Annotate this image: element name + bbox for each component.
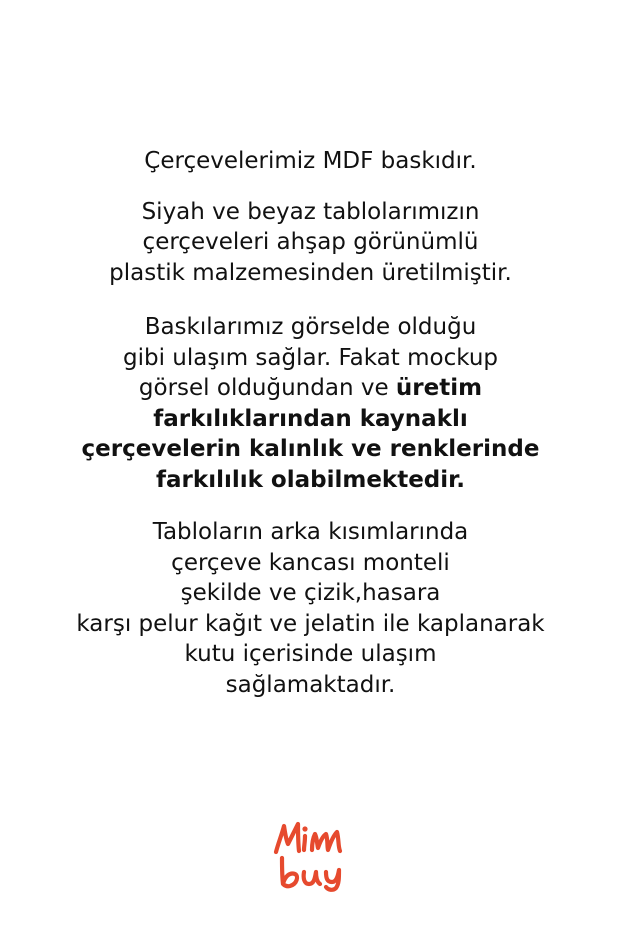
text-line <box>0 197 621 228</box>
text-segment: gibi ulaşım sağlar. Fakat mockup <box>122 344 499 371</box>
text-line <box>0 227 621 258</box>
brand-logo <box>270 818 354 892</box>
paragraph-print-disclaimer <box>0 312 621 495</box>
text-line <box>0 258 621 289</box>
bold-text-segment: farkılıklarından kaynaklı <box>153 405 468 432</box>
text-line <box>0 146 621 177</box>
text-segment: Tabloların arka kısımlarında <box>152 519 469 545</box>
text-segment: Çerçevelerimiz MDF baskıdır. <box>144 148 477 174</box>
bold-text-segment: farkılılık olabilmektedir. <box>156 466 465 493</box>
text-segment: karşı pelur kağıt ve jelatin ile kaplanarak <box>76 610 545 637</box>
text-line <box>0 639 621 670</box>
text-line <box>0 517 621 548</box>
text-line <box>0 670 621 701</box>
text-line <box>0 343 621 374</box>
bold-text-segment: üretim <box>395 375 483 401</box>
text-segment: şekilde ve çizik,hasara <box>180 580 441 606</box>
paragraph-frame-material <box>0 146 621 177</box>
brand-logo-mark <box>270 818 354 892</box>
text-line <box>0 578 621 609</box>
text-segment: çerçeveleri ahşap görünümlü <box>142 229 479 255</box>
text-segment: çerçeve kancası monteli <box>171 549 450 576</box>
bold-text-segment: çerçevelerin kalınlık ve renklerinde <box>81 436 540 462</box>
text-line <box>0 373 621 404</box>
text-line <box>0 312 621 343</box>
text-segment: görsel olduğundan ve <box>138 375 396 401</box>
info-text <box>0 146 621 700</box>
text-line <box>0 548 621 579</box>
text-segment: Siyah ve beyaz tablolarımızın <box>141 198 480 225</box>
text-segment: kutu içerisinde ulaşım <box>184 641 437 667</box>
bold-text-line <box>0 434 621 465</box>
paragraph-black-white-frames <box>0 197 621 289</box>
text-segment: sağlamaktadır. <box>225 671 396 698</box>
text-line <box>0 609 621 640</box>
bold-text-line <box>0 404 621 435</box>
bold-text-line <box>0 465 621 496</box>
paragraph-packaging <box>0 517 621 700</box>
text-segment: Baskılarımız görselde olduğu <box>144 314 477 340</box>
text-segment: plastik malzemesinden üretilmiştir. <box>109 259 512 286</box>
